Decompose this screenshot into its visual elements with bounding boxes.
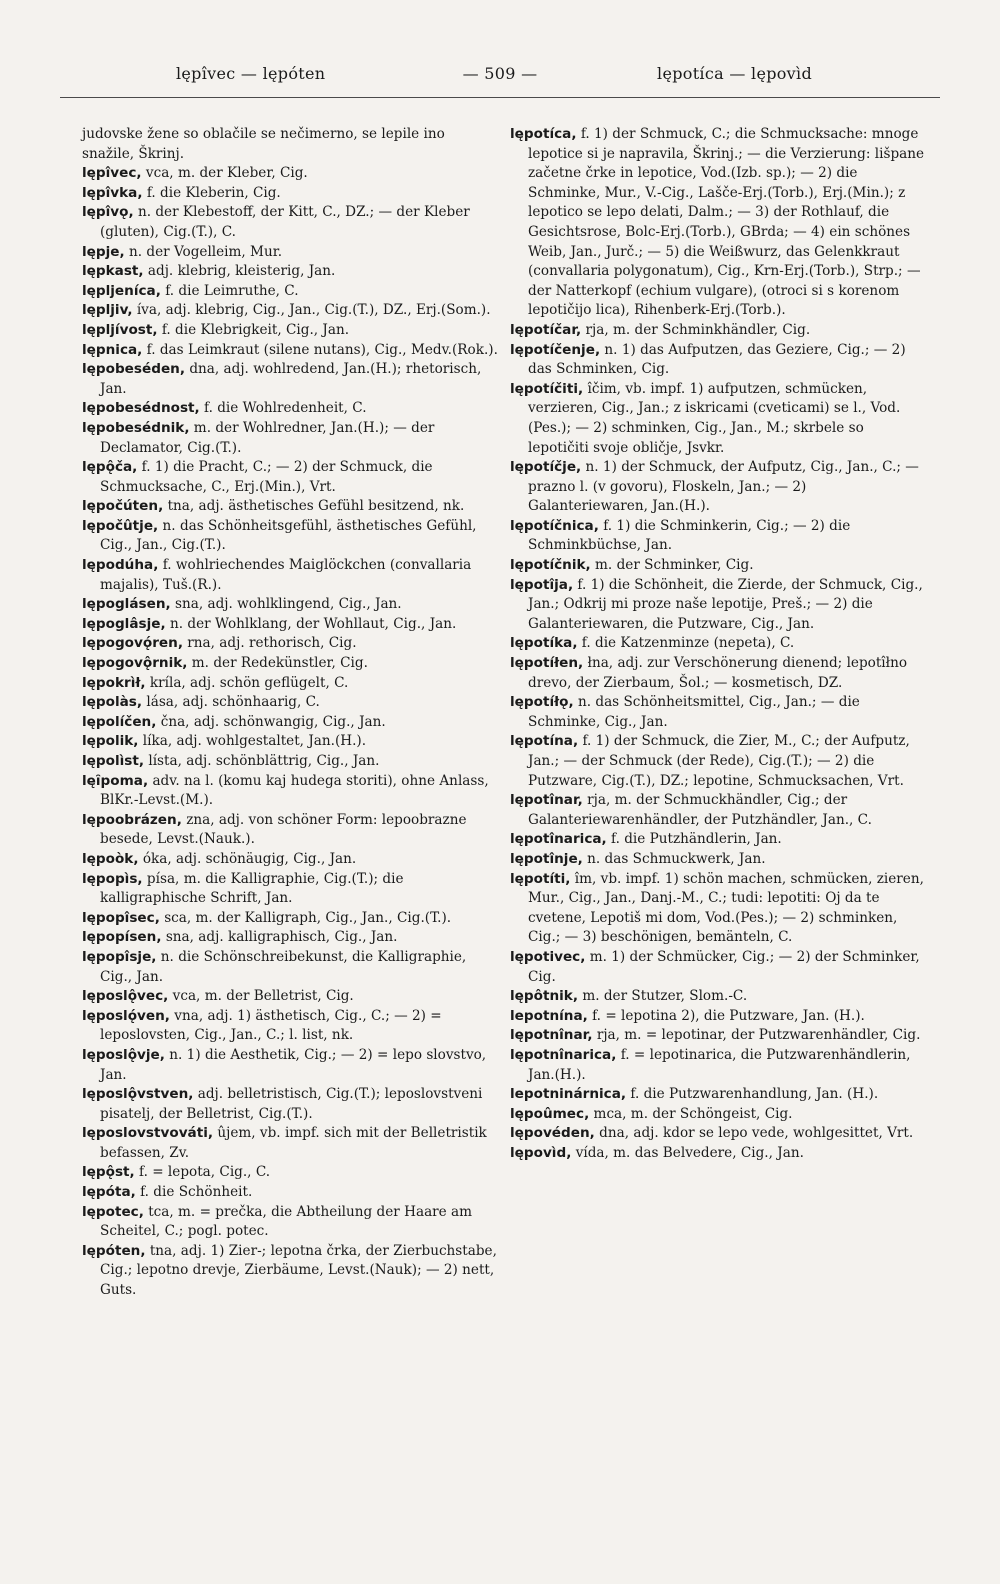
dictionary-entry	[510, 556, 928, 576]
entry-headword: lępotnînarica,	[510, 1046, 617, 1063]
entry-text: sca, m. der Kalligraph, Cig., Jan., Cig.(T.).	[159, 909, 452, 926]
entry-text: zna, adj. von schöner Form: lepoobrazne besede, Levst.(Nauk.).	[100, 811, 467, 848]
dictionary-entry	[82, 164, 500, 184]
entry-headword: lępotíłǫ,	[510, 694, 574, 711]
entry-text: f. = lepotinarica, die Putzwarenhändlerin, Jan.(H.).	[528, 1046, 911, 1083]
dictionary-entry	[510, 987, 928, 1007]
dictionary-entry	[82, 556, 500, 595]
entry-text: óka, adj. schönäugig, Cig., Jan.	[138, 850, 357, 867]
entry-text: f. 1) die Schminkerin, Cig.; — 2) die Schminkbüchse, Jan.	[528, 517, 851, 554]
entry-text: m. der Redekünstler, Cig.	[187, 655, 368, 672]
entry-headword: lęposlǫ́ven,	[82, 1007, 170, 1024]
entry-text: f. die Katzenminze (nepeta), C.	[577, 635, 795, 652]
dictionary-entry	[82, 987, 500, 1007]
entry-headword: lępogovǫ́ren,	[82, 635, 183, 652]
entry-text: lísta, adj. schönblättrig, Cig., Jan.	[144, 753, 380, 769]
entry-text: čna, adj. schönwangig, Cig., Jan.	[156, 713, 386, 730]
entry-headword: lępóta,	[82, 1184, 136, 1201]
entry-headword: lępotíčnica,	[510, 517, 599, 534]
dictionary-entry	[82, 243, 500, 263]
entry-headword: lęȋpoma,	[82, 772, 149, 789]
entry-text: n. das Schönheitsgefühl, ästhetisches Gefühl, Cig., Jan., Cig.(T.).	[100, 517, 477, 554]
entry-headword: lępoglâsje,	[82, 615, 166, 632]
dictionary-entry	[82, 1203, 500, 1242]
header-right-range: lępotíca — lępovìd	[657, 64, 812, 83]
dictionary-entry	[510, 1007, 928, 1027]
entry-text: kríla, adj. schön geflügelt, C.	[145, 674, 349, 691]
entry-headword: lęposlovstvováti,	[82, 1125, 214, 1142]
entry-text: rja, m. = lepotinar, der Putzwarenhändler, Cig.	[592, 1027, 921, 1044]
dictionary-entry	[82, 772, 500, 811]
entry-headword: lępolìst,	[82, 753, 145, 769]
dictionary-entry	[82, 282, 500, 302]
dictionary-entry	[82, 634, 500, 654]
entry-text: f. die Klebrigkeit, Cig., Jan.	[157, 321, 350, 338]
dictionary-entry	[82, 458, 500, 497]
entry-headword: lępôtnik,	[510, 988, 578, 1005]
entry-headword: lępǫ̂st,	[82, 1164, 135, 1181]
entry-headword: lęposlǫ̂vstven,	[82, 1086, 194, 1103]
dictionary-entry	[510, 870, 928, 948]
entry-text: adj. belletristisch, Cig.(T.); leposlovstveni pisatelj, der Belletrist, Cig.(T.).	[100, 1086, 483, 1122]
entry-text: n. 1) die Aesthetik, Cig.; — 2) = lepo slovstvo, Jan.	[100, 1046, 487, 1083]
dictionary-entry	[510, 1085, 928, 1105]
dictionary-entry	[510, 458, 928, 517]
dictionary-entry	[510, 654, 928, 693]
dictionary-entry	[82, 321, 500, 341]
entry-text: f. 1) die Schönheit, die Zierde, der Schmuck, Cig., Jan.; Odkrij mi proze naše lepotije, Preš.; — 2) die Galanteriewaren, die Putzware, Cig., Jan.	[528, 576, 923, 632]
entry-text: vída, m. das Belvedere, Cig., Jan.	[571, 1144, 804, 1161]
dictionary-entry	[510, 791, 928, 830]
dictionary-entry	[82, 674, 500, 694]
entry-text: judovske žene so oblačile se nečimerno, se lepile ino snažile, Škrinj.	[82, 126, 445, 162]
dictionary-entry	[82, 1046, 500, 1085]
entry-headword: lępoòk,	[82, 850, 139, 867]
entry-headword: lępovéden,	[510, 1125, 595, 1142]
entry-headword: lępotec,	[82, 1203, 144, 1220]
left-column	[82, 125, 500, 1301]
entry-headword: lępotíčenje,	[510, 341, 601, 358]
entry-text: m. der Schminker, Cig.	[590, 557, 754, 574]
dictionary-entry	[82, 125, 500, 164]
dictionary-entry	[510, 380, 928, 458]
entry-text: îm, vb. impf. 1) schön machen, schmücken, zieren, Mur., Cig., Jan., Danj.-M., C.; tudi: lepotiti: Oj da te cvetene, Lepotiš mi dom, Vod.(Pes.); — 2) schminken, Cig.; — 3) beschönigen, bemänteln, C.	[528, 870, 924, 946]
entry-text: łna, adj. zur Verschönerung dienend; lepotîłno drevo, der Zierbaum, Šol.; — kosmetisch, DZ.	[528, 655, 908, 691]
dictionary-entry	[510, 1026, 928, 1046]
page-number: — 509 —	[462, 64, 538, 83]
entry-headword: lępotînarica,	[510, 831, 607, 848]
entry-text: f. die Schönheit.	[135, 1184, 253, 1201]
entry-headword: lępolik,	[82, 733, 139, 750]
entry-text: dna, adj. wohlredend, Jan.(H.); rhetorisch, Jan.	[100, 361, 482, 397]
entry-text: adj. klebrig, kleisterig, Jan.	[143, 263, 336, 280]
entry-text: rna, adj. rethorisch, Cig.	[182, 635, 357, 652]
dictionary-entry	[82, 850, 500, 870]
dictionary-entry	[510, 1105, 928, 1125]
entry-headword: lępotîja,	[510, 576, 574, 593]
dictionary-entry	[82, 928, 500, 948]
entry-text: íva, adj. klebrig, Cig., Jan., Cig.(T.), DZ., Erj.(Som.).	[132, 302, 491, 319]
entry-headword: lępolíčen,	[82, 713, 157, 730]
entry-text: n. der Vogelleim, Mur.	[124, 243, 283, 260]
entry-headword: lępotíčiti,	[510, 380, 584, 397]
dictionary-entry	[82, 262, 500, 282]
dictionary-entry	[82, 811, 500, 850]
entry-headword: lępotivec,	[510, 948, 586, 965]
entry-text: tca, m. = prečka, die Abtheilung der Haare am Scheitel, C.; pogl. potec.	[100, 1203, 473, 1240]
entry-text: f. = lepota, Cig., C.	[134, 1164, 271, 1181]
entry-text: rja, m. der Schmuckhändler, Cig.; der Galanteriewarenhändler, der Putzhändler, Jan., C.	[528, 792, 872, 828]
dictionary-entry	[82, 497, 500, 517]
dictionary-entry	[510, 576, 928, 635]
entry-text: n. 1) das Aufputzen, das Geziere, Cig.; — 2) das Schminken, Cig.	[528, 341, 906, 378]
entry-text: n. der Klebestoff, der Kitt, C., DZ.; — der Kleber (gluten), Cig.(T.), C.	[100, 204, 470, 240]
entry-text: f. = lepotina 2), die Putzware, Jan. (H.).	[587, 1007, 865, 1024]
entry-headword: lępokrìł,	[82, 674, 146, 691]
entry-headword: lępoobrázen,	[82, 811, 182, 828]
entry-headword: lępîvka,	[82, 184, 143, 201]
entry-text: sna, adj. kalligraphisch, Cig., Jan.	[161, 929, 398, 946]
entry-headword: lępovìd,	[510, 1144, 572, 1161]
dictionary-entry	[510, 321, 928, 341]
entry-text: f. wohlriechendes Maiglöckchen (convallaria majalis), Tuš.(R.).	[100, 557, 472, 593]
entry-headword: lępotína,	[510, 733, 579, 750]
entry-headword: lępîvec,	[82, 165, 142, 182]
entry-headword: lepotninárnica,	[510, 1086, 627, 1103]
dictionary-entry	[82, 1183, 500, 1203]
dictionary-entry	[510, 948, 928, 987]
entry-headword: lępljiv,	[82, 302, 133, 319]
entry-headword: lępotíca,	[510, 126, 577, 142]
entry-headword: lępobeséden,	[82, 361, 186, 378]
dictionary-entry	[510, 341, 928, 380]
dictionary-entry	[82, 360, 500, 399]
dictionary-entry	[82, 615, 500, 635]
dictionary-entry	[82, 732, 500, 752]
entry-text: n. die Schönschreibekunst, die Kalligraphie, Cig., Jan.	[100, 948, 467, 985]
entry-headword: lępočúten,	[82, 498, 164, 515]
entry-text: f. 1) der Schmuck, C.; die Schmucksache: mnoge lepotice si je napravila, Škrinj.; — die Verzierung: lišpane začetne črke in lepotice, Vod.(Izb. sp.); — 2) die Schminke, Mur., V.-Cig., Lašče-Erj.(Torb.), Erj.(Min.); z lepotico se lepo delati, Dalm.; — 3) der Rothlauf, die Gesichtsrose, Bolc-Erj.(Torb.), GBrda; — 4) ein schönes Weib, Jan., Jurč.; — 5) die Weißwurz, das Gelenkkraut (convallaria polygonatum), Cig., Krn-Erj.(Torb.), Strp.; — der Natterkopf (echium vulgare), (otroci si s korenom lepotičijo lica), Rihenberk-Erj.(Torb.).	[528, 126, 925, 319]
entry-headword: lępljívost,	[82, 321, 158, 338]
dictionary-entry	[82, 595, 500, 615]
entry-headword: lępotíčar,	[510, 321, 582, 338]
entry-headword: lępotnînar,	[510, 1027, 593, 1044]
entry-text: lása, adj. schönhaarig, C.	[142, 694, 320, 711]
entry-headword: lęposlǫ̂vje,	[82, 1046, 165, 1063]
dictionary-entry	[82, 203, 500, 242]
entry-text: mca, m. der Schöngeist, Cig.	[589, 1105, 793, 1122]
dictionary-entry	[82, 399, 500, 419]
entry-headword: lępotíka,	[510, 635, 578, 652]
entry-text: m. 1) der Schmücker, Cig.; — 2) der Schminker, Cig.	[528, 948, 920, 985]
dictionary-entry	[510, 850, 928, 870]
entry-text: tna, adj. ästhetisches Gefühl besitzend, nk.	[163, 498, 465, 515]
entry-headword: lępotînar,	[510, 792, 583, 809]
entry-text: tna, adj. 1) Zier-; lepotna črka, der Zierbuchstabe, Cig.; lepotno drevje, Zierbäume, Levst.(Nauk); — 2) nett, Guts.	[100, 1242, 497, 1299]
dictionary-entry	[510, 1124, 928, 1144]
dictionary-entry	[510, 634, 928, 654]
entry-text: n. das Schmuckwerk, Jan.	[582, 850, 766, 867]
dictionary-entry	[82, 184, 500, 204]
dictionary-entry	[82, 870, 500, 909]
entry-headword: lęposlǫ̂vec,	[82, 988, 169, 1005]
entry-text: písa, m. die Kalligraphie, Cig.(T.); die kalligraphische Schrift, Jan.	[100, 870, 404, 907]
entry-headword: lępopîsec,	[82, 909, 160, 926]
entry-headword: lępotíčje,	[510, 459, 582, 476]
entry-headword: lępopìs,	[82, 870, 143, 887]
dictionary-entry	[510, 1144, 928, 1164]
dictionary-entry	[82, 909, 500, 929]
entry-headword: lępîvǫ,	[82, 204, 134, 221]
entry-text: dna, adj. kdor se lepo vede, wohlgesittet, Vrt.	[594, 1125, 914, 1142]
entry-text: îčim, vb. impf. 1) aufputzen, schmücken, verzieren, Cig., Jan.; z iskricami (cveticami) se l., Vod.(Pes.); — 2) schminken, Cig., Jan., M.; skrbele so lepotičiti svoje obličje, Jsvkr.	[528, 380, 901, 456]
entry-headword: lępolàs,	[82, 694, 143, 711]
header-left-range: lępîvec — lępóten	[176, 64, 326, 83]
entry-headword: lępljeníca,	[82, 282, 161, 299]
entry-text: f. 1) der Schmuck, die Zier, M., C.; der Aufputz, Jan.; — der Schmuck (der Rede), Cig.(T.); — 2) die Putzware, Cig.(T.), DZ.; lepotine, Schmucksachen, Vrt.	[528, 733, 910, 789]
entry-text: sna, adj. wohlklingend, Cig., Jan.	[170, 596, 402, 613]
dictionary-entry	[82, 713, 500, 733]
dictionary-entry	[82, 1124, 500, 1163]
dictionary-entry	[82, 341, 500, 361]
entry-headword: lępobesédnost,	[82, 400, 200, 417]
entry-text: ûjem, vb. impf. sich mit der Belletristik befassen, Zv.	[100, 1125, 487, 1161]
dictionary-entry	[82, 693, 500, 713]
entry-headword: lępoûmec,	[510, 1105, 590, 1122]
dictionary-entry	[510, 517, 928, 556]
entry-headword: lępopîsje,	[82, 948, 157, 965]
dictionary-entry	[82, 752, 500, 772]
entry-headword: lępotíłen,	[510, 655, 584, 672]
entry-text: vca, m. der Kleber, Cig.	[141, 165, 308, 182]
entry-text: adv. na l. (komu kaj hudega storiti), ohne Anlass, BlKr.-Levst.(M.).	[100, 772, 489, 809]
right-column	[510, 125, 928, 1163]
entry-text: m. der Wohlredner, Jan.(H.); — der Declamator, Cig.(T.).	[100, 419, 435, 456]
entry-text: líka, adj. wohlgestaltet, Jan.(H.).	[138, 733, 367, 750]
dictionary-entry	[82, 1085, 500, 1124]
entry-text: f. das Leimkraut (silene nutans), Cig., Medv.(Rok.).	[142, 341, 498, 358]
entry-headword: lepotnína,	[510, 1007, 588, 1024]
entry-text: f. 1) die Pracht, C.; — 2) der Schmuck, die Schmucksache, C., Erj.(Min.), Vrt.	[100, 459, 433, 495]
header-rule	[60, 97, 940, 98]
entry-headword: lępoglásen,	[82, 596, 171, 613]
entry-text: rja, m. der Schminkhändler, Cig.	[581, 321, 811, 338]
dictionary-entry	[510, 830, 928, 850]
dictionary-entry	[82, 948, 500, 987]
running-header	[60, 60, 940, 90]
entry-headword: lępopísen,	[82, 929, 162, 946]
entry-headword: lępóten,	[82, 1242, 146, 1259]
entry-text: vna, adj. 1) ästhetisch, Cig., C.; — 2) = leposlovsten, Cig., Jan., C.; l. list, nk.	[100, 1007, 442, 1044]
dictionary-entry	[82, 654, 500, 674]
dictionary-entry	[510, 732, 928, 791]
entry-headword: lępogovǫ̂rnik,	[82, 655, 188, 672]
entry-text: n. das Schönheitsmittel, Cig., Jan.; — die Schminke, Cig., Jan.	[528, 694, 860, 730]
dictionary-entry	[82, 1007, 500, 1046]
entry-headword: lępǫ̂ča,	[82, 459, 138, 476]
entry-text: n. der Wohlklang, der Wohllaut, Cig., Jan.	[165, 615, 457, 632]
dictionary-entry	[82, 1242, 500, 1301]
entry-headword: lępotînje,	[510, 850, 583, 867]
entry-headword: lępnica,	[82, 341, 143, 358]
entry-headword: lępobesédnik,	[82, 419, 190, 436]
entry-headword: lępodúha,	[82, 557, 159, 574]
entry-text: f. die Putzhändlerin, Jan.	[606, 831, 782, 848]
entry-text: f. die Putzwarenhandlung, Jan. (H.).	[626, 1086, 879, 1103]
entry-text: vca, m. der Belletrist, Cig.	[168, 988, 354, 1005]
dictionary-entry	[82, 301, 500, 321]
entry-text: f. die Kleberin, Cig.	[142, 184, 281, 201]
entry-headword: lępotíčnik,	[510, 557, 591, 574]
entry-text: m. der Stutzer, Slom.-C.	[578, 988, 748, 1005]
dictionary-entry	[510, 125, 928, 321]
entry-headword: lępočûtje,	[82, 517, 159, 534]
dictionary-entry	[510, 1046, 928, 1085]
entry-headword: lępkast,	[82, 263, 144, 280]
dictionary-entry	[82, 419, 500, 458]
entry-text: f. die Leimruthe, C.	[160, 282, 299, 299]
entry-headword: lępotíti,	[510, 870, 571, 887]
entry-text: f. die Wohlredenheit, C.	[199, 400, 367, 417]
entry-text: n. 1) der Schmuck, der Aufputz, Cig., Jan., C.; — prazno l. (v govoru), Floskeln, Jan.; — 2) Galanteriewaren, Jan.(H.).	[528, 459, 919, 515]
dictionary-entry	[82, 1163, 500, 1183]
dictionary-entry	[510, 693, 928, 732]
entry-headword: lępje,	[82, 243, 125, 260]
dictionary-entry	[82, 517, 500, 556]
